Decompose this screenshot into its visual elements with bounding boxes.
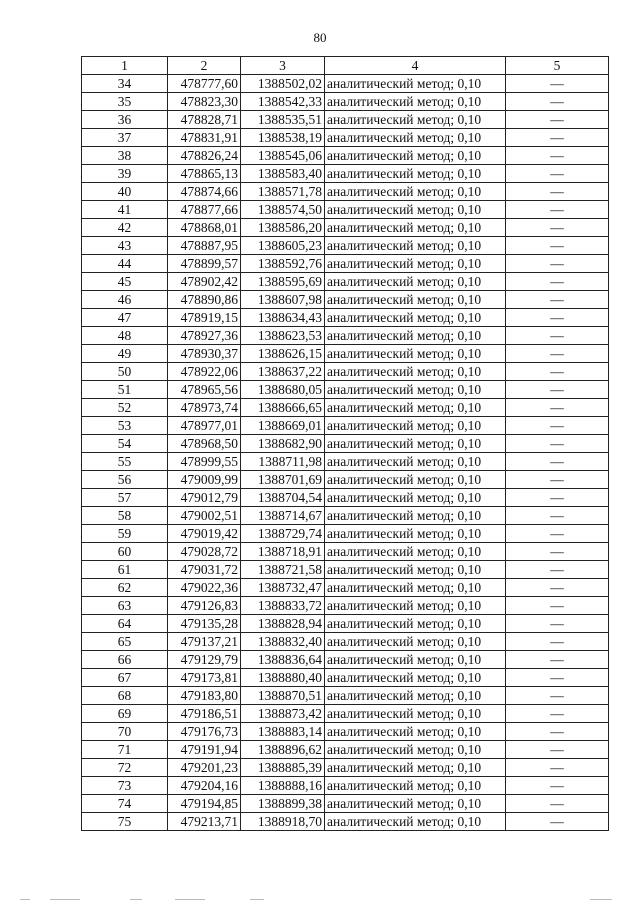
point-number-cell: 50: [82, 363, 168, 381]
y-coordinate-cell: 1388704,54: [241, 489, 325, 507]
note-cell: —: [506, 75, 609, 93]
x-coordinate-cell: 478965,56: [168, 381, 241, 399]
x-coordinate-cell: 478999,55: [168, 453, 241, 471]
note-cell: —: [506, 471, 609, 489]
y-coordinate-cell: 1388535,51: [241, 111, 325, 129]
table-row: [82, 651, 609, 669]
point-number-cell: 49: [82, 345, 168, 363]
method-accuracy-cell: аналитический метод; 0,10: [325, 723, 506, 741]
note-cell: —: [506, 291, 609, 309]
coordinates-table: [81, 56, 609, 831]
note-cell: —: [506, 183, 609, 201]
note-cell: —: [506, 597, 609, 615]
method-accuracy-cell: аналитический метод; 0,10: [325, 327, 506, 345]
x-coordinate-cell: 478919,15: [168, 309, 241, 327]
method-accuracy-cell: аналитический метод; 0,10: [325, 417, 506, 435]
y-coordinate-cell: 1388888,16: [241, 777, 325, 795]
point-number-cell: 65: [82, 633, 168, 651]
method-accuracy-cell: аналитический метод; 0,10: [325, 147, 506, 165]
method-accuracy-cell: аналитический метод; 0,10: [325, 633, 506, 651]
method-accuracy-cell: аналитический метод; 0,10: [325, 453, 506, 471]
method-accuracy-cell: аналитический метод; 0,10: [325, 489, 506, 507]
y-coordinate-cell: 1388574,50: [241, 201, 325, 219]
y-coordinate-cell: 1388896,62: [241, 741, 325, 759]
note-cell: —: [506, 327, 609, 345]
y-coordinate-cell: 1388623,53: [241, 327, 325, 345]
point-number-cell: 39: [82, 165, 168, 183]
y-coordinate-cell: 1388583,40: [241, 165, 325, 183]
y-coordinate-cell: 1388502,02: [241, 75, 325, 93]
point-number-cell: 59: [82, 525, 168, 543]
note-cell: —: [506, 129, 609, 147]
note-cell: —: [506, 705, 609, 723]
table-row: [82, 183, 609, 201]
point-number-cell: 70: [82, 723, 168, 741]
point-number-cell: 58: [82, 507, 168, 525]
table-row: [82, 525, 609, 543]
note-cell: —: [506, 219, 609, 237]
y-coordinate-cell: 1388680,05: [241, 381, 325, 399]
point-number-cell: 38: [82, 147, 168, 165]
x-coordinate-cell: 478977,01: [168, 417, 241, 435]
point-number-cell: 62: [82, 579, 168, 597]
table-row: [82, 327, 609, 345]
note-cell: —: [506, 561, 609, 579]
point-number-cell: 37: [82, 129, 168, 147]
method-accuracy-cell: аналитический метод; 0,10: [325, 813, 506, 831]
method-accuracy-cell: аналитический метод; 0,10: [325, 273, 506, 291]
method-accuracy-cell: аналитический метод; 0,10: [325, 525, 506, 543]
method-accuracy-cell: аналитический метод; 0,10: [325, 183, 506, 201]
scan-edge-marks: [0, 897, 640, 903]
point-number-cell: 67: [82, 669, 168, 687]
point-number-cell: 48: [82, 327, 168, 345]
point-number-cell: 46: [82, 291, 168, 309]
note-cell: —: [506, 345, 609, 363]
point-number-cell: 42: [82, 219, 168, 237]
x-coordinate-cell: 478828,71: [168, 111, 241, 129]
note-cell: —: [506, 273, 609, 291]
method-accuracy-cell: аналитический метод; 0,10: [325, 237, 506, 255]
y-coordinate-cell: 1388666,65: [241, 399, 325, 417]
x-coordinate-cell: 479204,16: [168, 777, 241, 795]
method-accuracy-cell: аналитический метод; 0,10: [325, 543, 506, 561]
method-accuracy-cell: аналитический метод; 0,10: [325, 93, 506, 111]
method-accuracy-cell: аналитический метод; 0,10: [325, 435, 506, 453]
method-accuracy-cell: аналитический метод; 0,10: [325, 741, 506, 759]
table-row: [82, 363, 609, 381]
note-cell: —: [506, 741, 609, 759]
x-coordinate-cell: 479201,23: [168, 759, 241, 777]
y-coordinate-cell: 1388607,98: [241, 291, 325, 309]
y-coordinate-cell: 1388637,22: [241, 363, 325, 381]
column-header-1: 1: [82, 57, 168, 75]
method-accuracy-cell: аналитический метод; 0,10: [325, 363, 506, 381]
x-coordinate-cell: 479022,36: [168, 579, 241, 597]
x-coordinate-cell: 479186,51: [168, 705, 241, 723]
point-number-cell: 56: [82, 471, 168, 489]
x-coordinate-cell: 479176,73: [168, 723, 241, 741]
x-coordinate-cell: 479194,85: [168, 795, 241, 813]
note-cell: —: [506, 363, 609, 381]
table-row: [82, 129, 609, 147]
y-coordinate-cell: 1388626,15: [241, 345, 325, 363]
point-number-cell: 51: [82, 381, 168, 399]
method-accuracy-cell: аналитический метод; 0,10: [325, 687, 506, 705]
point-number-cell: 45: [82, 273, 168, 291]
note-cell: —: [506, 165, 609, 183]
note-cell: —: [506, 543, 609, 561]
table-row: [82, 759, 609, 777]
table-row: [82, 417, 609, 435]
point-number-cell: 75: [82, 813, 168, 831]
point-number-cell: 61: [82, 561, 168, 579]
y-coordinate-cell: 1388595,69: [241, 273, 325, 291]
x-coordinate-cell: 479028,72: [168, 543, 241, 561]
y-coordinate-cell: 1388592,76: [241, 255, 325, 273]
y-coordinate-cell: 1388571,78: [241, 183, 325, 201]
point-number-cell: 35: [82, 93, 168, 111]
note-cell: —: [506, 669, 609, 687]
table-row: [82, 255, 609, 273]
note-cell: —: [506, 147, 609, 165]
method-accuracy-cell: аналитический метод; 0,10: [325, 345, 506, 363]
table-row: [82, 75, 609, 93]
y-coordinate-cell: 1388880,40: [241, 669, 325, 687]
note-cell: —: [506, 399, 609, 417]
point-number-cell: 66: [82, 651, 168, 669]
x-coordinate-cell: 478831,91: [168, 129, 241, 147]
x-coordinate-cell: 479129,79: [168, 651, 241, 669]
x-coordinate-cell: 478865,13: [168, 165, 241, 183]
table-row: [82, 543, 609, 561]
x-coordinate-cell: 479137,21: [168, 633, 241, 651]
column-header-3: 3: [241, 57, 325, 75]
method-accuracy-cell: аналитический метод; 0,10: [325, 165, 506, 183]
x-coordinate-cell: 478899,57: [168, 255, 241, 273]
table-row: [82, 201, 609, 219]
x-coordinate-cell: 478777,60: [168, 75, 241, 93]
note-cell: —: [506, 579, 609, 597]
note-cell: —: [506, 309, 609, 327]
table-row: [82, 507, 609, 525]
note-cell: —: [506, 201, 609, 219]
column-header-4: 4: [325, 57, 506, 75]
note-cell: —: [506, 93, 609, 111]
method-accuracy-cell: аналитический метод; 0,10: [325, 651, 506, 669]
y-coordinate-cell: 1388836,64: [241, 651, 325, 669]
y-coordinate-cell: 1388899,38: [241, 795, 325, 813]
x-coordinate-cell: 478826,24: [168, 147, 241, 165]
table-row: [82, 561, 609, 579]
point-number-cell: 63: [82, 597, 168, 615]
y-coordinate-cell: 1388918,70: [241, 813, 325, 831]
y-coordinate-cell: 1388714,67: [241, 507, 325, 525]
table-row: [82, 165, 609, 183]
x-coordinate-cell: 479012,79: [168, 489, 241, 507]
note-cell: —: [506, 435, 609, 453]
point-number-cell: 47: [82, 309, 168, 327]
note-cell: —: [506, 813, 609, 831]
table-header-row: [82, 57, 609, 75]
y-coordinate-cell: 1388721,58: [241, 561, 325, 579]
table-row: [82, 147, 609, 165]
note-cell: —: [506, 723, 609, 741]
y-coordinate-cell: 1388605,23: [241, 237, 325, 255]
method-accuracy-cell: аналитический метод; 0,10: [325, 705, 506, 723]
point-number-cell: 52: [82, 399, 168, 417]
method-accuracy-cell: аналитический метод; 0,10: [325, 399, 506, 417]
note-cell: —: [506, 795, 609, 813]
note-cell: —: [506, 111, 609, 129]
table-row: [82, 705, 609, 723]
y-coordinate-cell: 1388538,19: [241, 129, 325, 147]
note-cell: —: [506, 777, 609, 795]
note-cell: —: [506, 237, 609, 255]
x-coordinate-cell: 479009,99: [168, 471, 241, 489]
method-accuracy-cell: аналитический метод; 0,10: [325, 795, 506, 813]
table-row: [82, 237, 609, 255]
note-cell: —: [506, 687, 609, 705]
x-coordinate-cell: 478902,42: [168, 273, 241, 291]
x-coordinate-cell: 479191,94: [168, 741, 241, 759]
y-coordinate-cell: 1388883,14: [241, 723, 325, 741]
y-coordinate-cell: 1388701,69: [241, 471, 325, 489]
y-coordinate-cell: 1388828,94: [241, 615, 325, 633]
point-number-cell: 73: [82, 777, 168, 795]
point-number-cell: 71: [82, 741, 168, 759]
table-row: [82, 795, 609, 813]
table-row: [82, 723, 609, 741]
note-cell: —: [506, 507, 609, 525]
note-cell: —: [506, 255, 609, 273]
y-coordinate-cell: 1388885,39: [241, 759, 325, 777]
method-accuracy-cell: аналитический метод; 0,10: [325, 291, 506, 309]
y-coordinate-cell: 1388542,33: [241, 93, 325, 111]
x-coordinate-cell: 479126,83: [168, 597, 241, 615]
table-row: [82, 471, 609, 489]
method-accuracy-cell: аналитический метод; 0,10: [325, 615, 506, 633]
method-accuracy-cell: аналитический метод; 0,10: [325, 471, 506, 489]
note-cell: —: [506, 651, 609, 669]
x-coordinate-cell: 478823,30: [168, 93, 241, 111]
method-accuracy-cell: аналитический метод; 0,10: [325, 255, 506, 273]
table-row: [82, 741, 609, 759]
method-accuracy-cell: аналитический метод; 0,10: [325, 201, 506, 219]
table-row: [82, 435, 609, 453]
method-accuracy-cell: аналитический метод; 0,10: [325, 669, 506, 687]
table-row: [82, 453, 609, 471]
table-row: [82, 273, 609, 291]
note-cell: —: [506, 417, 609, 435]
y-coordinate-cell: 1388711,98: [241, 453, 325, 471]
y-coordinate-cell: 1388669,01: [241, 417, 325, 435]
y-coordinate-cell: 1388833,72: [241, 597, 325, 615]
method-accuracy-cell: аналитический метод; 0,10: [325, 309, 506, 327]
y-coordinate-cell: 1388545,06: [241, 147, 325, 165]
x-coordinate-cell: 478968,50: [168, 435, 241, 453]
table-row: [82, 813, 609, 831]
y-coordinate-cell: 1388718,91: [241, 543, 325, 561]
y-coordinate-cell: 1388586,20: [241, 219, 325, 237]
y-coordinate-cell: 1388870,51: [241, 687, 325, 705]
note-cell: —: [506, 381, 609, 399]
table-row: [82, 309, 609, 327]
table-row: [82, 291, 609, 309]
page-number: 80: [313, 30, 327, 45]
y-coordinate-cell: 1388729,74: [241, 525, 325, 543]
x-coordinate-cell: 478890,86: [168, 291, 241, 309]
table-row: [82, 687, 609, 705]
table-row: [82, 381, 609, 399]
table-row: [82, 633, 609, 651]
y-coordinate-cell: 1388732,47: [241, 579, 325, 597]
x-coordinate-cell: 479002,51: [168, 507, 241, 525]
note-cell: —: [506, 453, 609, 471]
table-row: [82, 669, 609, 687]
x-coordinate-cell: 478973,74: [168, 399, 241, 417]
point-number-cell: 36: [82, 111, 168, 129]
method-accuracy-cell: аналитический метод; 0,10: [325, 759, 506, 777]
column-header-2: 2: [168, 57, 241, 75]
x-coordinate-cell: 479135,28: [168, 615, 241, 633]
note-cell: —: [506, 759, 609, 777]
point-number-cell: 74: [82, 795, 168, 813]
method-accuracy-cell: аналитический метод; 0,10: [325, 219, 506, 237]
point-number-cell: 72: [82, 759, 168, 777]
column-header-5: 5: [506, 57, 609, 75]
x-coordinate-cell: 479183,80: [168, 687, 241, 705]
x-coordinate-cell: 478868,01: [168, 219, 241, 237]
point-number-cell: 60: [82, 543, 168, 561]
x-coordinate-cell: 478922,06: [168, 363, 241, 381]
y-coordinate-cell: 1388634,43: [241, 309, 325, 327]
point-number-cell: 53: [82, 417, 168, 435]
point-number-cell: 43: [82, 237, 168, 255]
method-accuracy-cell: аналитический метод; 0,10: [325, 561, 506, 579]
note-cell: —: [506, 525, 609, 543]
point-number-cell: 40: [82, 183, 168, 201]
y-coordinate-cell: 1388832,40: [241, 633, 325, 651]
table-row: [82, 615, 609, 633]
point-number-cell: 68: [82, 687, 168, 705]
method-accuracy-cell: аналитический метод; 0,10: [325, 381, 506, 399]
point-number-cell: 69: [82, 705, 168, 723]
point-number-cell: 55: [82, 453, 168, 471]
method-accuracy-cell: аналитический метод; 0,10: [325, 777, 506, 795]
method-accuracy-cell: аналитический метод; 0,10: [325, 75, 506, 93]
method-accuracy-cell: аналитический метод; 0,10: [325, 111, 506, 129]
method-accuracy-cell: аналитический метод; 0,10: [325, 507, 506, 525]
x-coordinate-cell: 478930,37: [168, 345, 241, 363]
x-coordinate-cell: 478887,95: [168, 237, 241, 255]
table-row: [82, 489, 609, 507]
table-row: [82, 345, 609, 363]
table-body: [82, 75, 609, 831]
table-row: [82, 597, 609, 615]
note-cell: —: [506, 489, 609, 507]
table-row: [82, 93, 609, 111]
point-number-cell: 57: [82, 489, 168, 507]
x-coordinate-cell: 478874,66: [168, 183, 241, 201]
point-number-cell: 54: [82, 435, 168, 453]
table-row: [82, 111, 609, 129]
x-coordinate-cell: 479031,72: [168, 561, 241, 579]
table-row: [82, 777, 609, 795]
method-accuracy-cell: аналитический метод; 0,10: [325, 579, 506, 597]
x-coordinate-cell: 479213,71: [168, 813, 241, 831]
method-accuracy-cell: аналитический метод; 0,10: [325, 129, 506, 147]
table-row: [82, 399, 609, 417]
y-coordinate-cell: 1388873,42: [241, 705, 325, 723]
method-accuracy-cell: аналитический метод; 0,10: [325, 597, 506, 615]
point-number-cell: 34: [82, 75, 168, 93]
note-cell: —: [506, 633, 609, 651]
table-row: [82, 219, 609, 237]
point-number-cell: 44: [82, 255, 168, 273]
point-number-cell: 64: [82, 615, 168, 633]
x-coordinate-cell: 478877,66: [168, 201, 241, 219]
note-cell: —: [506, 615, 609, 633]
point-number-cell: 41: [82, 201, 168, 219]
x-coordinate-cell: 479173,81: [168, 669, 241, 687]
x-coordinate-cell: 478927,36: [168, 327, 241, 345]
table-row: [82, 579, 609, 597]
y-coordinate-cell: 1388682,90: [241, 435, 325, 453]
x-coordinate-cell: 479019,42: [168, 525, 241, 543]
